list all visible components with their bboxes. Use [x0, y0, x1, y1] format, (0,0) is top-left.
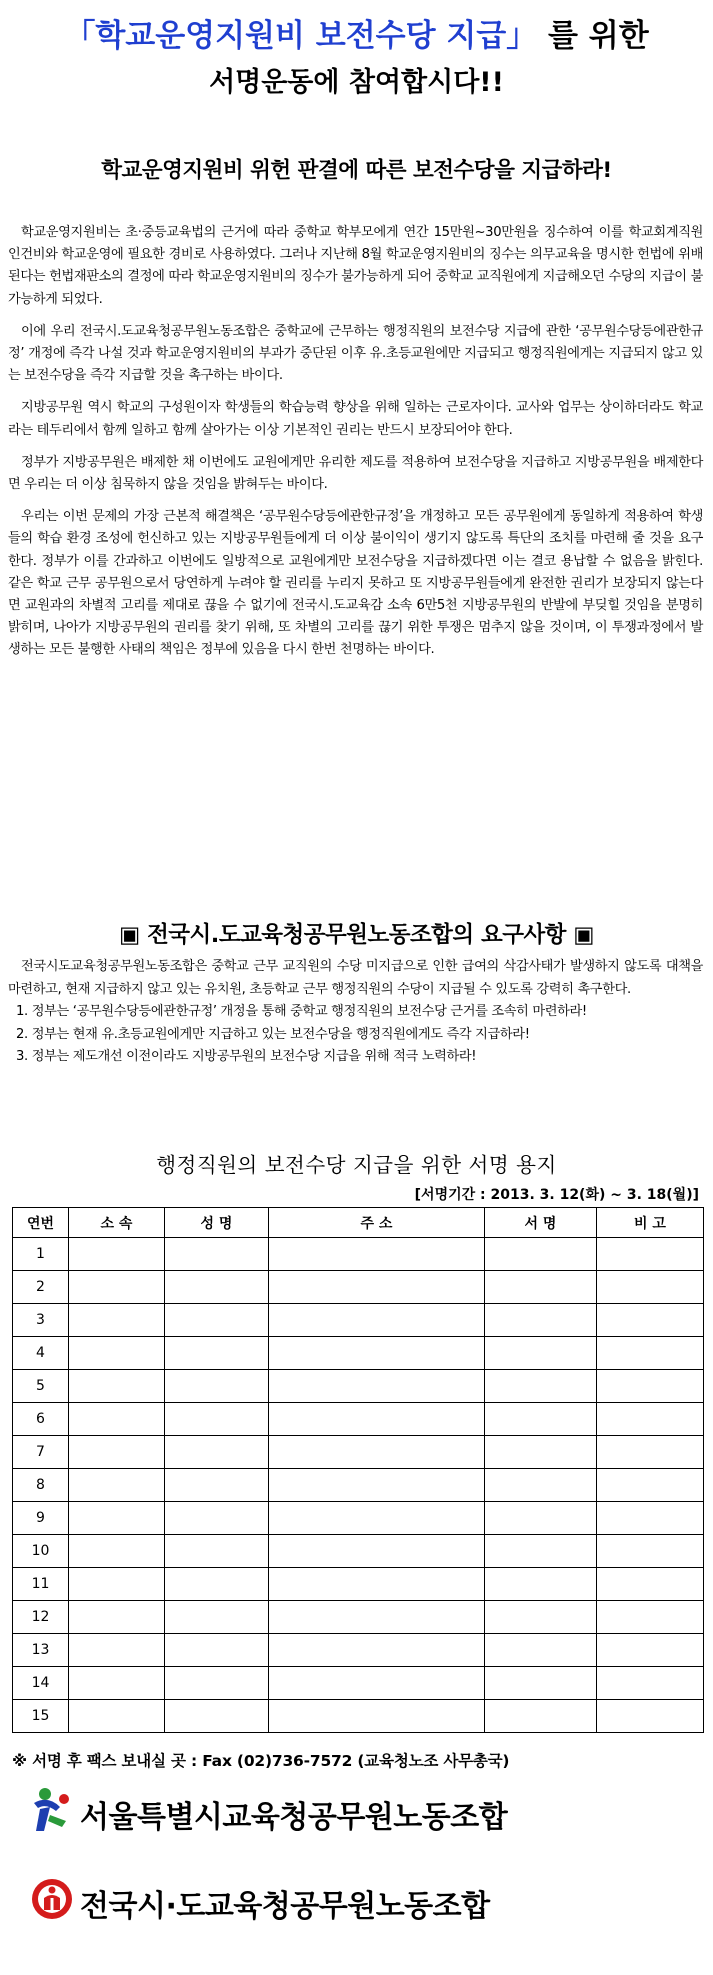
address-cell[interactable] [269, 1337, 485, 1370]
signature-row [13, 1700, 704, 1733]
remarks-cell[interactable] [597, 1370, 704, 1403]
affiliation-cell[interactable] [69, 1469, 165, 1502]
national-union-name-block [30, 1876, 490, 1930]
signature-cell[interactable] [485, 1568, 597, 1601]
number-cell: 6 [13, 1403, 69, 1436]
signature-cell[interactable] [485, 1634, 597, 1667]
affiliation-cell[interactable] [69, 1304, 165, 1337]
header-address: 주 소 [269, 1208, 485, 1238]
affiliation-cell[interactable] [69, 1601, 165, 1634]
signature-row [13, 1502, 704, 1535]
signature-cell[interactable] [485, 1502, 597, 1535]
signature-row [13, 1337, 704, 1370]
address-cell[interactable] [269, 1634, 485, 1667]
title-suffix: 를 위한 [548, 18, 649, 54]
signature-table [12, 1207, 704, 1733]
national-union-name: 전국시·도교육청공무원노동조합 [80, 1889, 490, 1924]
name-cell[interactable] [165, 1403, 269, 1436]
name-cell[interactable] [165, 1502, 269, 1535]
signature-row [13, 1403, 704, 1436]
signature-row [13, 1469, 704, 1502]
remarks-cell[interactable] [597, 1601, 704, 1634]
name-cell[interactable] [165, 1271, 269, 1304]
signature-row [13, 1568, 704, 1601]
signature-row [13, 1304, 704, 1337]
address-cell[interactable] [269, 1502, 485, 1535]
signature-cell[interactable] [485, 1469, 597, 1502]
affiliation-cell[interactable] [69, 1568, 165, 1601]
affiliation-cell[interactable] [69, 1535, 165, 1568]
header-remarks: 비 고 [597, 1208, 704, 1238]
number-cell: 10 [13, 1535, 69, 1568]
number-cell: 8 [13, 1469, 69, 1502]
remarks-cell[interactable] [597, 1238, 704, 1271]
header-name: 성 명 [165, 1208, 269, 1238]
affiliation-cell[interactable] [69, 1337, 165, 1370]
seoul-union-name: 서울특별시교육청공무원노동조합 [80, 1800, 508, 1835]
name-cell[interactable] [165, 1337, 269, 1370]
remarks-cell[interactable] [597, 1436, 704, 1469]
remarks-cell[interactable] [597, 1469, 704, 1502]
name-cell[interactable] [165, 1469, 269, 1502]
paragraph: 이에 우리 전국시.도교육청공무원노동조합은 중학교에 근무하는 행정직원의 보전수당 지급에 관한 ‘공무원수당등에관한규정’ 개정에 즉각 나설 것과 학교운영지원비의 부과가 중단된 이후 유.초등교원에만 지급되고 행정직원에게는 지급되지 않고 있는 보전수당을 즉각 지급할 것을 촉구하는 바이다. [8, 323, 703, 384]
signature-period: [서명기간 : 2013. 3. 12(화) ~ 3. 18(월)] [414, 1187, 699, 1203]
signature-row [13, 1436, 704, 1469]
affiliation-cell[interactable] [69, 1238, 165, 1271]
name-cell[interactable] [165, 1238, 269, 1271]
demand-item: 1. 정부는 ‘공무원수당등에관한규정’ 개정을 통해 중학교 행정직원의 보전수당 근거를 조속히 마련하라! [16, 1004, 587, 1019]
sub-title: 서명운동에 참여합시다!! [209, 67, 504, 98]
signature-row [13, 1667, 704, 1700]
affiliation-cell[interactable] [69, 1634, 165, 1667]
address-cell[interactable] [269, 1403, 485, 1436]
signature-table-header [13, 1208, 704, 1238]
remarks-cell[interactable] [597, 1535, 704, 1568]
signature-row [13, 1634, 704, 1667]
signature-cell[interactable] [485, 1403, 597, 1436]
affiliation-cell[interactable] [69, 1403, 165, 1436]
demands-intro: 전국시도교육청공무원노동조합은 중학교 근무 교직원의 수당 미지급으로 인한 급여의 삭감사태가 발생하지 않도록 대책을 마련하고, 현재 지급하지 않고 있는 유치원, 초등학교 근무 행정직원의 수당이 지급될 수 있도록 강력히 촉구한다. [8, 959, 703, 997]
address-cell[interactable] [269, 1238, 485, 1271]
remarks-cell[interactable] [597, 1667, 704, 1700]
address-cell[interactable] [269, 1568, 485, 1601]
header-signature: 서 명 [485, 1208, 597, 1238]
address-cell[interactable] [269, 1535, 485, 1568]
name-cell[interactable] [165, 1568, 269, 1601]
signature-row [13, 1601, 704, 1634]
number-cell: 2 [13, 1271, 69, 1304]
name-cell[interactable] [165, 1601, 269, 1634]
paragraph: 정부가 지방공무원은 배제한 채 이번에도 교원에게만 유리한 제도를 적용하여 보전수당을 지급하고 지방공무원을 배제한다면 우리는 더 이상 침묵하지 않을 것임을 밝혀두는 바이다. [8, 454, 703, 493]
address-cell[interactable] [269, 1469, 485, 1502]
address-cell[interactable] [269, 1271, 485, 1304]
title-open-bracket: 「 [64, 18, 96, 54]
name-cell[interactable] [165, 1700, 269, 1733]
number-cell: 7 [13, 1436, 69, 1469]
signature-cell[interactable] [485, 1271, 597, 1304]
affiliation-cell[interactable] [69, 1436, 165, 1469]
number-cell: 1 [13, 1238, 69, 1271]
signature-cell[interactable] [485, 1337, 597, 1370]
signature-cell[interactable] [485, 1601, 597, 1634]
remarks-cell[interactable] [597, 1502, 704, 1535]
remarks-cell[interactable] [597, 1304, 704, 1337]
remarks-cell[interactable] [597, 1337, 704, 1370]
signature-cell[interactable] [485, 1700, 597, 1733]
number-cell: 12 [13, 1601, 69, 1634]
affiliation-cell[interactable] [69, 1271, 165, 1304]
statement-body [8, 222, 703, 672]
name-cell[interactable] [165, 1634, 269, 1667]
name-cell[interactable] [165, 1436, 269, 1469]
signature-row [13, 1238, 704, 1271]
number-cell: 14 [13, 1667, 69, 1700]
demands-title: ▣ 전국시.도교육청공무원노동조합의 요구사항 ▣ [118, 922, 595, 948]
address-cell[interactable] [269, 1436, 485, 1469]
signature-sheet-title: 행정직원의 보전수당 지급을 위한 서명 용지 [156, 1153, 557, 1177]
address-cell[interactable] [269, 1370, 485, 1403]
signature-row [13, 1535, 704, 1568]
number-cell: 4 [13, 1337, 69, 1370]
address-cell[interactable] [269, 1700, 485, 1733]
national-union-logo-icon [30, 1876, 74, 1930]
signature-cell[interactable] [485, 1667, 597, 1700]
remarks-cell[interactable] [597, 1634, 704, 1667]
affiliation-cell[interactable] [69, 1667, 165, 1700]
title-close-bracket: 」 [506, 18, 538, 54]
number-cell: 13 [13, 1634, 69, 1667]
signature-cell[interactable] [485, 1238, 597, 1271]
name-cell[interactable] [165, 1370, 269, 1403]
number-cell: 9 [13, 1502, 69, 1535]
paragraph: 학교운영지원비는 초·중등교육법의 근거에 따라 중학교 학부모에게 연간 15만원~30만원을 징수하여 이를 학교회계직원 인건비와 학교운영에 필요한 경비로 사용하였다. 그러나 지난해 8월 학교운영지원비의 징수는 의무교육을 명시한 헌법에 위배된다는 헌법재판소의 결정에 따라 학교운영지원비의 징수가 불가능하게 되어 중학교 교직원에게 지급해오던 수당의 지급이 불가능하게 되었다. [8, 225, 703, 307]
remarks-cell[interactable] [597, 1568, 704, 1601]
demand-item: 3. 정부는 제도개선 이전이라도 지방공무원의 보전수당 지급을 위해 적극 노력하라! [16, 1049, 477, 1064]
number-cell: 15 [13, 1700, 69, 1733]
remarks-cell[interactable] [597, 1271, 704, 1304]
header-affiliation: 소 속 [69, 1208, 165, 1238]
name-cell[interactable] [165, 1535, 269, 1568]
name-cell[interactable] [165, 1304, 269, 1337]
address-cell[interactable] [269, 1667, 485, 1700]
address-cell[interactable] [269, 1601, 485, 1634]
paragraph: 지방공무원 역시 학교의 구성원이자 학생들의 학습능력 향상을 위해 일하는 근로자이다. 교사와 업무는 상이하더라도 학교라는 테두리에서 함께 일하고 함께 살아가는 이상 기본적인 권리는 반드시 보장되어야 한다. [8, 400, 703, 438]
demands-list [8, 1001, 703, 1069]
signature-cell[interactable] [485, 1304, 597, 1337]
seoul-union-name-block [30, 1785, 507, 1843]
signature-cell[interactable] [485, 1535, 597, 1568]
signature-row [13, 1370, 704, 1403]
signature-row [13, 1271, 704, 1304]
affiliation-cell[interactable] [69, 1370, 165, 1403]
number-cell: 5 [13, 1370, 69, 1403]
remarks-cell[interactable] [597, 1403, 704, 1436]
signature-cell[interactable] [485, 1436, 597, 1469]
fax-note: ※ 서명 후 팩스 보내실 곳 : Fax (02)736-7572 (교육청노조 사무총국) [12, 1752, 510, 1770]
header-number: 연번 [13, 1208, 69, 1238]
number-cell: 11 [13, 1568, 69, 1601]
seoul-union-logo-icon [30, 1785, 74, 1843]
headline: 학교운영지원비 위헌 판결에 따른 보전수당을 지급하라! [101, 158, 612, 183]
remarks-cell[interactable] [597, 1700, 704, 1733]
demands-body [8, 956, 703, 1069]
demand-item: 2. 정부는 현재 유.초등교원에게만 지급하고 있는 보전수당을 행정직원에게도 즉각 지급하라! [16, 1026, 530, 1042]
number-cell: 3 [13, 1304, 69, 1337]
address-cell[interactable] [269, 1304, 485, 1337]
main-title [0, 14, 713, 58]
affiliation-cell[interactable] [69, 1502, 165, 1535]
signature-cell[interactable] [485, 1370, 597, 1403]
affiliation-cell[interactable] [69, 1700, 165, 1733]
name-cell[interactable] [165, 1667, 269, 1700]
title-highlight: 학교운영지원비 보전수당 지급 [95, 18, 507, 54]
signature-rows [13, 1238, 704, 1733]
paragraph: 우리는 이번 문제의 가장 근본적 해결책은 ‘공무원수당등에관한규정’을 개정하고 모든 공무원에게 동일하게 적용하여 학생들의 학습 환경 조성에 헌신하고 있는 지방공무원들에게 더 이상 불이익이 생기지 않도록 특단의 조치를 마련해 줄 것을 요구한다. 정부가 이를 간과하고 이번에도 일방적으로 교원에게만 보전수당을 지급하겠다면 이는 결코 용납할 수 없음을 밝힌다. 같은 학교 근무 공무원으로서 당연하게 누려야 할 권리를 누리지 못하고 또 지방공무원들에게 완전한 권리가 보장되지 않는다면 교원과의 차별적 고리를 제대로 끊을 수 없기에 전국시.도교육감 소속 6만5천 지방공무원의 반발에 부딪힐 것임을 분명히 밝히며, 나아가 지방공무원의 권리를 찾기 위해, 또 차별의 고리를 끊기 위한 투쟁은 멈추지 않을 것이며, 이 투쟁과정에서 발생하는 모든 불행한 사태의 책임은 정부에 있음을 다시 한번 천명하는 바이다. [8, 509, 703, 658]
